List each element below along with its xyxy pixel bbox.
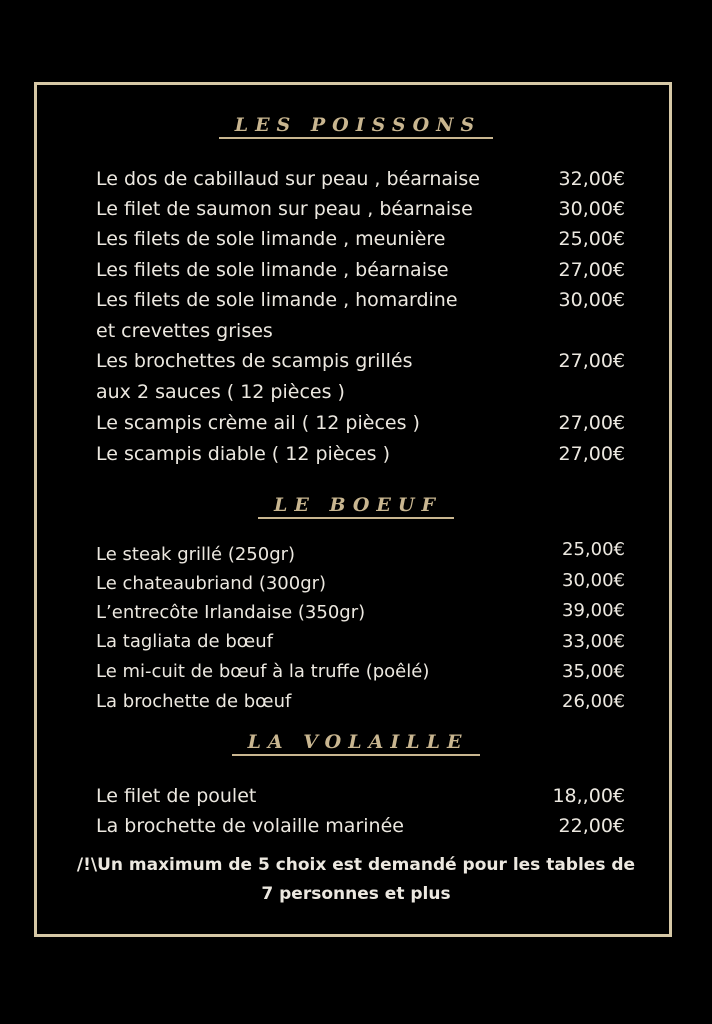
menu-item-name: L’entrecôte Irlandaise (350gr) (96, 602, 366, 623)
menu-item-name: Le scampis diable ( 12 pièces ) (96, 443, 390, 465)
menu-item-price: 30,00€ (558, 198, 625, 220)
menu-item-price: 30,00€ (562, 570, 625, 591)
menu-item-name: Le filet de poulet (96, 785, 257, 807)
menu-item-name: Le mi-cuit de bœuf à la truffe (poêlé) (96, 661, 430, 682)
menu-item-name: Le dos de cabillaud sur peau , béarnaise (96, 168, 480, 190)
menu-item-name: Les brochettes de scampis grillés (96, 350, 413, 372)
section-title-boeuf: LE BOEUF (0, 494, 712, 519)
menu-item-price: 32,00€ (558, 168, 625, 190)
menu-item-name: Le chateaubriand (300gr) (96, 573, 327, 594)
menu-item-name: Le steak grillé (250gr) (96, 544, 296, 565)
menu-item-name: Les filets de sole limande , béarnaise (96, 259, 449, 281)
menu-item-price: 35,00€ (562, 661, 625, 682)
menu-item-price: 27,00€ (558, 443, 625, 465)
menu-item-name: Les filets de sole limande , homardine (96, 289, 458, 311)
menu-item-name-continued: et crevettes grises (96, 320, 273, 342)
section-title-volaille: LA VOLAILLE (0, 731, 712, 756)
menu-item-price: 27,00€ (558, 259, 625, 281)
note-line-1: /!\Un maximum de 5 choix est demandé pour les tables de (76, 855, 636, 875)
menu-item-price: 30,00€ (558, 289, 625, 311)
menu-item-price: 39,00€ (562, 600, 625, 621)
note-line-2: 7 personnes et plus (261, 884, 451, 904)
menu-item-name: Le filet de saumon sur peau , béarnaise (96, 198, 473, 220)
menu-item-price: 33,00€ (562, 631, 625, 652)
menu-item-name: La brochette de bœuf (96, 691, 292, 712)
menu-item-price: 18,,00€ (552, 785, 625, 807)
menu-item-price: 25,00€ (558, 228, 625, 250)
menu-item-name: La tagliata de bœuf (96, 631, 273, 652)
menu-item-price: 27,00€ (558, 350, 625, 372)
menu-item-price: 22,00€ (558, 815, 625, 837)
menu-item-name: La brochette de volaille marinée (96, 815, 404, 837)
menu-item-price: 25,00€ (562, 539, 625, 560)
section-title-poissons: LES POISSONS (0, 114, 712, 139)
menu-item-price: 27,00€ (558, 412, 625, 434)
menu-item-name: Les filets de sole limande , meunière (96, 228, 446, 250)
menu-item-name: Le scampis crème ail ( 12 pièces ) (96, 412, 420, 434)
menu-item-name-continued: aux 2 sauces ( 12 pièces ) (96, 381, 345, 403)
group-size-note (40, 851, 672, 909)
menu-item-price: 26,00€ (562, 691, 625, 712)
